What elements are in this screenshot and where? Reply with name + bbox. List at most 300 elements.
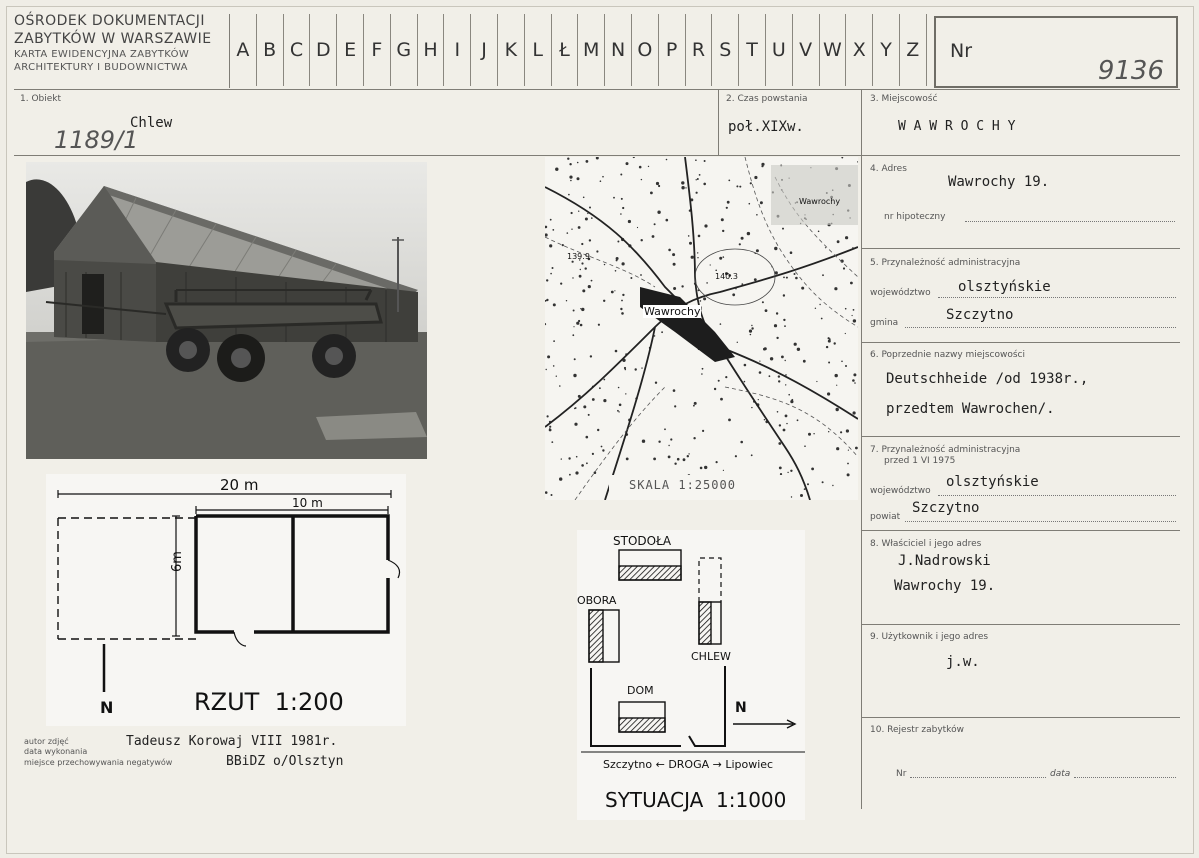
rejestr-data-label: data <box>1050 769 1071 779</box>
map-dot <box>598 324 600 326</box>
map-dot <box>704 224 707 227</box>
map-dot <box>611 291 614 294</box>
map-dot <box>696 192 698 194</box>
map-dot <box>850 282 853 285</box>
map-dot <box>551 494 553 496</box>
divider <box>718 89 719 155</box>
map-dot <box>621 198 623 200</box>
map-dot <box>821 318 823 320</box>
map-dot <box>622 262 625 265</box>
rejestr-label: 10. Rejestr zabytków <box>870 725 964 735</box>
map-dot <box>588 414 590 416</box>
hipoteczny-label: nr hipoteczny <box>884 212 946 222</box>
map-dot <box>751 454 753 456</box>
map-dot <box>782 228 784 230</box>
wojewodztwo-label: województwo <box>870 288 931 298</box>
map-dot <box>764 419 765 420</box>
map-dot <box>549 244 552 247</box>
map-dot <box>626 458 629 461</box>
map-dot <box>845 333 846 334</box>
index-letter: L <box>525 14 552 86</box>
wlasciciel-value2: Wawrochy 19. <box>894 578 996 594</box>
map-dot <box>722 230 724 232</box>
map-dot <box>697 252 698 253</box>
index-letter: X <box>846 14 873 86</box>
map-dot <box>815 308 816 309</box>
map-dot <box>852 315 853 316</box>
map-dot <box>585 218 588 221</box>
map-dot <box>774 324 777 327</box>
map-dot <box>846 429 849 432</box>
map-dot <box>813 433 814 434</box>
map-dot <box>701 373 703 375</box>
map-dot <box>828 340 831 343</box>
powiat-label: powiat <box>870 512 901 522</box>
map-dot <box>560 283 562 285</box>
plan-dim-part: 10 m <box>292 496 323 510</box>
map-village-label: Wawrochy <box>644 305 701 318</box>
map-dot <box>703 297 706 300</box>
index-letter: N <box>605 14 632 86</box>
site-obora-label: OBORA <box>577 594 617 607</box>
index-letter: V <box>793 14 820 86</box>
index-letter: H <box>418 14 445 86</box>
map-dot <box>587 213 588 214</box>
map-dot <box>779 467 782 470</box>
map-dot <box>750 182 752 184</box>
map-dot <box>843 267 845 269</box>
map-dot <box>704 466 707 469</box>
institution-line3: KARTA EWIDENCYJNA ZABYTKÓW <box>14 49 190 60</box>
map-dot <box>781 356 784 359</box>
map-dot <box>567 158 569 160</box>
map-dot <box>761 165 763 167</box>
map-dot <box>790 470 792 472</box>
index-letter: M <box>578 14 605 86</box>
index-letter: W <box>820 14 847 86</box>
map-dot <box>819 304 820 305</box>
map-dot <box>835 374 838 377</box>
map-dot <box>639 166 642 169</box>
map-dot <box>582 289 585 292</box>
building-photo <box>26 162 427 459</box>
institution-line1: OŚRODEK DOKUMENTACJI <box>14 13 205 29</box>
map-dot <box>754 176 757 179</box>
map-dot <box>681 181 684 184</box>
map-dot <box>847 473 850 476</box>
map-dot <box>710 264 711 265</box>
map-dot <box>702 368 704 370</box>
map-dot <box>765 309 768 312</box>
map-dot <box>826 346 828 348</box>
map-dot <box>845 236 848 239</box>
map-dot <box>739 243 741 245</box>
map-dot <box>581 308 584 311</box>
map-dot <box>618 387 620 389</box>
map-dot <box>837 240 840 243</box>
map-dot <box>741 237 744 240</box>
right-column-divider <box>861 89 862 809</box>
map-dot <box>546 369 547 370</box>
map-dot <box>703 183 706 186</box>
poprzednie-value1: Deutschheide /od 1938r., <box>886 371 1089 387</box>
map-dot <box>759 361 760 362</box>
map-dot <box>687 455 689 457</box>
map-dot <box>759 371 762 374</box>
map-dot <box>546 279 548 281</box>
map-dot <box>625 393 626 394</box>
map-dot <box>725 376 727 378</box>
map-dot <box>673 263 676 266</box>
institution-block <box>14 12 229 88</box>
map-elevation-2: 140.3 <box>715 272 738 281</box>
index-letter: D <box>310 14 337 86</box>
map-dot <box>626 162 629 165</box>
map-dot <box>622 207 624 209</box>
map-dot <box>704 160 706 162</box>
map-dot <box>797 348 800 351</box>
wojewodztwo75-dots <box>938 495 1176 496</box>
plan-dim-depth: 6m <box>170 551 185 572</box>
map-dot <box>547 415 549 417</box>
divider <box>14 89 1180 90</box>
map-dot <box>571 212 573 214</box>
divider <box>862 436 1180 437</box>
obiekt-value: Chlew <box>130 115 173 131</box>
map-dot <box>569 474 571 476</box>
map-dot <box>585 267 587 269</box>
map-dot <box>790 400 793 403</box>
index-letter: T <box>739 14 766 86</box>
map-dot <box>603 300 605 302</box>
map-dot <box>602 176 604 178</box>
map-dot <box>596 250 598 252</box>
map-dot <box>853 319 856 322</box>
divider <box>862 717 1180 718</box>
map-dot <box>574 423 577 426</box>
czas-label: 2. Czas powstania <box>726 94 808 104</box>
map-dot <box>785 415 788 418</box>
map-dot <box>715 270 717 272</box>
uzytkownik-value: j.w. <box>946 654 980 670</box>
map-dot <box>603 379 605 381</box>
map-dot <box>673 287 676 290</box>
map-dot <box>754 278 757 281</box>
wojewodztwo-value: olsztyńskie <box>958 279 1051 295</box>
map-dot <box>575 407 577 409</box>
index-letter: A <box>230 14 257 86</box>
map-dot <box>573 326 574 327</box>
map-dot <box>853 309 855 311</box>
wojewodztwo-dots <box>938 297 1176 298</box>
map-dot <box>572 277 573 278</box>
map-dot <box>811 468 814 471</box>
map-dot <box>553 340 555 342</box>
map-scale-label: SKALA 1:25000 <box>629 478 736 492</box>
map-dot <box>791 496 792 497</box>
map-dot <box>577 177 580 180</box>
map-dot <box>599 387 601 389</box>
map-dot <box>696 179 697 180</box>
map-dot <box>590 355 592 357</box>
miejscowosc-label: 3. Miejscowość <box>870 94 938 104</box>
map-dot <box>568 457 570 459</box>
map-dot <box>677 458 680 461</box>
index-letter: K <box>498 14 525 86</box>
map-dot <box>672 253 675 256</box>
topographic-map <box>545 157 858 500</box>
map-dot <box>818 231 820 233</box>
map-dot <box>580 324 583 327</box>
map-dot <box>786 423 787 424</box>
map-dot <box>603 399 606 402</box>
map-dot <box>555 168 558 171</box>
map-dot <box>666 219 669 222</box>
map-dot <box>693 437 695 439</box>
map-dot <box>621 300 623 302</box>
map-dot <box>652 235 655 238</box>
map-dot <box>700 300 702 302</box>
adres-label: 4. Adres <box>870 164 907 174</box>
map-dot <box>845 308 847 310</box>
map-dot <box>641 179 642 180</box>
map-dot <box>618 411 619 412</box>
map-dot <box>787 472 788 473</box>
map-dot <box>779 424 781 426</box>
divider <box>862 530 1180 531</box>
map-dot <box>617 241 619 243</box>
map-dot <box>702 430 704 432</box>
map-dot <box>840 431 842 433</box>
index-letter: J <box>471 14 498 86</box>
map-dot <box>561 458 562 459</box>
map-dot <box>784 325 786 327</box>
index-letter: U <box>766 14 793 86</box>
map-dot <box>620 213 622 215</box>
map-dot <box>749 203 751 205</box>
map-dot <box>751 407 752 408</box>
map-dot <box>726 207 728 209</box>
map-dot <box>578 226 581 229</box>
uzytkownik-label: 9. Użytkownik i jego adres <box>870 632 989 642</box>
map-dot <box>580 308 581 309</box>
powiat-dots <box>905 521 1176 522</box>
map-dot <box>786 277 788 279</box>
map-dot <box>700 467 703 470</box>
index-letter: F <box>364 14 391 86</box>
czas-value: poł.XIXw. <box>728 119 804 135</box>
divider <box>862 248 1180 249</box>
map-dot <box>695 159 697 161</box>
map-dot <box>553 303 556 306</box>
map-dot <box>853 373 856 376</box>
index-letter: P <box>659 14 686 86</box>
data-label: data wykonania <box>24 747 88 756</box>
map-dot <box>602 449 604 451</box>
map-dot <box>586 436 589 439</box>
map-dot <box>573 310 575 312</box>
site-dom-label: DOM <box>627 684 654 697</box>
map-dot <box>827 392 830 395</box>
map-dot <box>688 235 690 237</box>
map-dot <box>751 325 752 326</box>
map-dot <box>594 471 597 474</box>
map-dot <box>568 194 570 196</box>
map-dot <box>641 367 642 368</box>
map-dot <box>721 218 724 221</box>
map-dot <box>855 447 858 450</box>
autor-label: autor zdjęć <box>24 737 69 746</box>
map-dot <box>574 358 576 360</box>
map-elevation-1: 139.9 <box>567 252 590 261</box>
map-dot <box>807 483 809 485</box>
map-dot <box>581 262 583 264</box>
map-dot <box>552 267 554 269</box>
nr-label: Nr <box>950 40 973 62</box>
map-dot <box>758 399 759 400</box>
map-dot <box>783 319 785 321</box>
gmina-dots <box>905 327 1176 328</box>
map-dot <box>732 293 735 296</box>
map-dot <box>577 162 579 164</box>
map-dot <box>847 463 849 465</box>
map-dot <box>776 312 778 314</box>
miejscowosc-value: W A W R O C H Y <box>898 119 1016 134</box>
map-dot <box>719 257 722 260</box>
map-dot <box>740 441 743 444</box>
map-dot <box>635 368 637 370</box>
map-dot <box>836 385 837 386</box>
przynaleznosc-label: 5. Przynależność administracyjna <box>870 258 1021 268</box>
map-dot <box>756 214 758 216</box>
location-map <box>545 157 858 500</box>
map-dot <box>583 405 586 408</box>
map-dot <box>723 470 724 471</box>
map-dot <box>549 429 552 432</box>
map-dot <box>735 455 737 457</box>
index-letter: Z <box>900 14 927 86</box>
map-dot <box>668 249 671 252</box>
map-dot <box>552 229 554 231</box>
map-dot <box>832 485 833 486</box>
map-dot <box>640 274 642 276</box>
map-dot <box>625 369 627 371</box>
map-dot <box>718 380 720 382</box>
map-dot <box>566 300 567 301</box>
obiekt-label: 1. Obiekt <box>20 94 62 104</box>
map-dot <box>658 441 660 443</box>
divider <box>14 155 1180 156</box>
map-dot <box>736 185 738 187</box>
map-dot <box>549 426 551 428</box>
site-chlew-label: CHLEW <box>691 650 731 663</box>
index-letter: E <box>337 14 364 86</box>
map-dot <box>778 380 780 382</box>
wojewodztwo75-value: olsztyńskie <box>946 474 1039 490</box>
rejestr-data-dots <box>1074 777 1176 778</box>
map-dot <box>562 244 564 246</box>
map-dot <box>723 256 725 258</box>
map-dot <box>637 227 638 228</box>
map-dot <box>853 411 856 414</box>
poprzednie-label: 6. Poprzednie nazwy miejscowości <box>870 350 1025 360</box>
map-dot <box>699 174 701 176</box>
map-dot <box>749 330 752 333</box>
map-dot <box>744 381 746 383</box>
plan-dim-total: 20 m <box>220 476 259 494</box>
map-dot <box>648 166 649 167</box>
index-letter: Ł <box>552 14 579 86</box>
map-dot <box>694 402 697 405</box>
map-dot <box>834 342 836 344</box>
map-dot <box>592 398 595 401</box>
adres-value: Wawrochy 19. <box>948 174 1050 190</box>
map-dot <box>570 180 572 182</box>
map-dot <box>674 463 676 465</box>
map-dot <box>589 239 591 241</box>
map-dot <box>579 275 582 278</box>
map-dot <box>559 477 562 480</box>
map-dot <box>674 405 676 407</box>
map-dot <box>845 365 847 367</box>
institution-line2: ZABYTKÓW W WARSZAWIE <box>14 31 212 47</box>
map-dot <box>575 471 578 474</box>
map-corner-label: Wawrochy <box>799 197 841 206</box>
map-dot <box>739 186 741 188</box>
map-dot <box>797 419 799 421</box>
przynaleznosc75-label1: 7. Przynależność administracyjna <box>870 445 1021 455</box>
map-dot <box>556 376 557 377</box>
map-dot <box>592 453 594 455</box>
map-dot <box>551 441 553 443</box>
map-dot <box>747 232 750 235</box>
map-dot <box>620 308 622 310</box>
map-dot <box>550 219 552 221</box>
map-dot <box>689 242 692 245</box>
map-dot <box>604 264 605 265</box>
map-dot <box>630 277 632 279</box>
map-dot <box>783 429 786 432</box>
wlasciciel-label: 8. Właściciel i jego adres <box>870 539 982 549</box>
map-dot <box>698 235 701 238</box>
map-dot <box>852 379 855 382</box>
map-dot <box>553 365 555 367</box>
map-dot <box>664 428 666 430</box>
map-dot <box>615 350 618 353</box>
map-dot <box>706 282 708 284</box>
site-plan-drawing <box>577 530 805 820</box>
map-dot <box>670 438 672 440</box>
map-dot <box>559 385 561 387</box>
map-dot <box>697 178 699 180</box>
map-dot <box>716 461 718 463</box>
floor-plan <box>46 474 406 726</box>
map-dot <box>580 269 581 270</box>
map-dot <box>691 256 694 259</box>
map-dot <box>614 290 615 291</box>
map-dot <box>581 464 584 467</box>
site-plan <box>577 530 805 820</box>
map-dot <box>822 481 824 483</box>
map-dot <box>619 404 622 407</box>
map-dot <box>621 312 624 315</box>
map-dot <box>666 159 668 161</box>
map-dot <box>727 201 730 204</box>
institution-line4: ARCHITEKTURY I BUDOWNICTWA <box>14 62 188 73</box>
site-road-label: Szczytno ← DROGA → Lipowiec <box>603 758 774 771</box>
map-dot <box>828 362 830 364</box>
map-dot <box>688 453 689 454</box>
